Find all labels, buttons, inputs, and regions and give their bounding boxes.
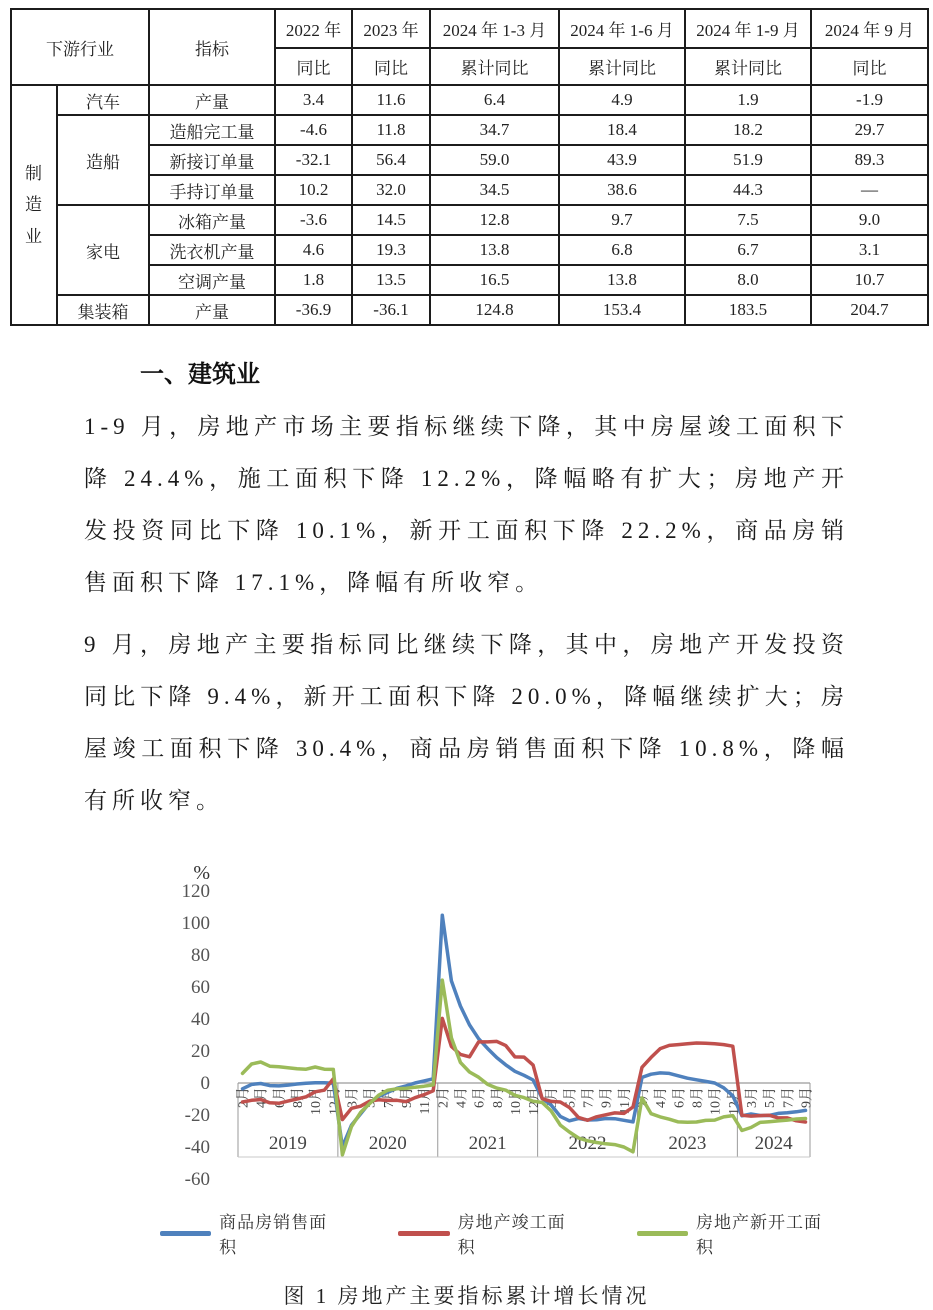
value-cell: 51.9 — [685, 145, 811, 175]
y-tick-label: 60 — [191, 977, 210, 998]
chart-legend — [160, 1208, 830, 1258]
value-cell: 43.9 — [559, 145, 685, 175]
sector-cell: 汽车 — [57, 85, 149, 115]
value-cell: 9.0 — [811, 205, 928, 235]
legend-item-2 — [637, 1208, 830, 1258]
value-cell: 34.7 — [430, 115, 559, 145]
y-tick-label: 80 — [191, 945, 210, 966]
value-cell: 18.2 — [685, 115, 811, 145]
line-chart — [130, 857, 830, 1197]
header-period-sub: 同比 — [352, 48, 430, 85]
value-cell: -32.1 — [275, 145, 352, 175]
value-cell: -36.1 — [352, 295, 430, 325]
x-tick-label: 3月 — [545, 1087, 561, 1108]
table-row — [11, 175, 928, 205]
value-cell: 18.4 — [559, 115, 685, 145]
x-tick-label: 10月 — [708, 1087, 724, 1115]
x-tick-label: 12月 — [327, 1087, 343, 1115]
value-cell: 38.6 — [559, 175, 685, 205]
value-cell: 9.7 — [559, 205, 685, 235]
y-tick-label: 120 — [181, 881, 210, 902]
table-row — [11, 295, 928, 325]
header-period-sub: 累计同比 — [559, 48, 685, 85]
x-tick-label: 8月 — [690, 1087, 706, 1108]
value-cell: 13.8 — [430, 235, 559, 265]
value-cell: -1.9 — [811, 85, 928, 115]
sector-cell: 集装箱 — [57, 295, 149, 325]
x-tick-label: 7月 — [781, 1087, 797, 1108]
value-cell: 19.3 — [352, 235, 430, 265]
header-period-sub: 同比 — [811, 48, 928, 85]
value-cell: 32.0 — [352, 175, 430, 205]
header-period-sub: 累计同比 — [430, 48, 559, 85]
x-tick-label: 6月 — [472, 1087, 488, 1108]
header-industry: 下游行业 — [11, 9, 149, 85]
y-tick-label: 100 — [181, 913, 210, 934]
header-period: 2024 年 1-6 月 — [559, 9, 685, 48]
figure-caption: 图 1 房地产主要指标累计增长情况 — [283, 1284, 650, 1308]
value-cell: 6.4 — [430, 85, 559, 115]
value-cell: 29.7 — [811, 115, 928, 145]
x-tick-label: 3月 — [345, 1087, 361, 1108]
y-tick-label: 20 — [191, 1041, 210, 1062]
x-tick-label: 11月 — [418, 1087, 434, 1115]
value-cell: -36.9 — [275, 295, 352, 325]
value-cell: 124.8 — [430, 295, 559, 325]
value-cell: 183.5 — [685, 295, 811, 325]
header-period: 2022 年 — [275, 9, 352, 48]
header-period-sub: 同比 — [275, 48, 352, 85]
year-label: 2024 — [754, 1133, 793, 1154]
x-tick-label: 7月 — [581, 1087, 597, 1108]
x-tick-label: 10月 — [309, 1087, 325, 1115]
value-cell: 13.8 — [559, 265, 685, 295]
section-heading: 一、建筑业 — [140, 361, 260, 388]
value-cell: 14.5 — [352, 205, 430, 235]
x-tick-label: 12月 — [726, 1087, 742, 1115]
x-tick-label: 8月 — [490, 1087, 506, 1108]
value-cell: 4.6 — [275, 235, 352, 265]
table-row — [11, 115, 928, 145]
header-period: 2024 年 1-3 月 — [430, 9, 559, 48]
y-axis-unit: % — [193, 862, 210, 884]
series-line-2 — [243, 980, 806, 1155]
sector-cell: 造船 — [57, 115, 149, 205]
table-row — [11, 85, 928, 115]
value-cell: — — [811, 175, 928, 205]
indicator-cell: 造船完工量 — [149, 115, 275, 145]
x-tick-label: 2月 — [236, 1087, 252, 1108]
paragraph-2: 9 月，房地产主要指标同比继续下降，其中，房地产开发投资同比下降 9.4%，新开工面积下降 20.0%，降幅继续扩大；房屋竣工面积下降 30.4%，商品房销售面积下降 10.8%，降幅有所收窄。 — [84, 632, 849, 813]
value-cell: 8.0 — [685, 265, 811, 295]
value-cell: 4.9 — [559, 85, 685, 115]
x-tick-label: 6月 — [672, 1087, 688, 1108]
header-period: 2024 年 1-9 月 — [685, 9, 811, 48]
y-tick-label: -60 — [184, 1169, 210, 1190]
table-header-row-1 — [11, 9, 928, 48]
indicator-cell: 新接订单量 — [149, 145, 275, 175]
table-row — [11, 265, 928, 295]
value-cell: 56.4 — [352, 145, 430, 175]
figure-1 — [130, 857, 830, 1258]
value-cell: 11.6 — [352, 85, 430, 115]
legend-swatch-icon — [637, 1231, 688, 1236]
year-label: 2019 — [268, 1133, 307, 1154]
x-tick-label: 9月 — [599, 1087, 615, 1108]
x-tick-label: 2月 — [636, 1087, 652, 1108]
header-indicator: 指标 — [149, 9, 275, 85]
x-tick-label: 2月 — [436, 1087, 452, 1108]
value-cell: 12.8 — [430, 205, 559, 235]
sector-cell: 家电 — [57, 205, 149, 295]
x-tick-label: 4月 — [254, 1087, 270, 1108]
x-tick-label: 5月 — [563, 1087, 579, 1108]
x-tick-label: 6月 — [272, 1087, 288, 1108]
downstream-industry-table — [10, 8, 929, 326]
value-cell: 6.8 — [559, 235, 685, 265]
x-tick-label: 12月 — [527, 1087, 543, 1115]
value-cell: -4.6 — [275, 115, 352, 145]
indicator-cell: 空调产量 — [149, 265, 275, 295]
indicator-cell: 产量 — [149, 85, 275, 115]
header-period: 2023 年 — [352, 9, 430, 48]
x-tick-label: 11月 — [617, 1087, 633, 1115]
indicator-cell: 产量 — [149, 295, 275, 325]
legend-label: 商品房销售面积 — [219, 1213, 328, 1257]
year-label: 2021 — [468, 1133, 507, 1154]
value-cell: 13.5 — [352, 265, 430, 295]
x-tick-label: 5月 — [763, 1087, 779, 1108]
value-cell: 11.8 — [352, 115, 430, 145]
x-tick-label: 3月 — [744, 1087, 760, 1108]
x-tick-label: 9月 — [799, 1087, 815, 1108]
legend-item-1 — [398, 1208, 574, 1258]
value-cell: 3.1 — [811, 235, 928, 265]
paragraph-1: 1-9 月，房地产市场主要指标继续下降，其中房屋竣工面积下降 24.4%，施工面积下降 12.2%，降幅略有扩大；房地产开发投资同比下降 10.1%，新开工面积下降 22.2%，商品房销售面积下降 17.1%，降幅有所收窄。 — [84, 414, 849, 595]
value-cell: 204.7 — [811, 295, 928, 325]
document-page — [0, 8, 933, 1310]
x-tick-label: 4月 — [454, 1087, 470, 1108]
value-cell: 10.2 — [275, 175, 352, 205]
year-label: 2023 — [668, 1133, 707, 1154]
legend-swatch-icon — [160, 1231, 211, 1236]
x-tick-label: 10月 — [508, 1087, 524, 1115]
y-tick-label: 40 — [191, 1009, 210, 1030]
header-period: 2024 年 9 月 — [811, 9, 928, 48]
industry-group-cell: 制 造 业 — [11, 85, 57, 325]
legend-label: 房地产新开工面积 — [696, 1213, 822, 1257]
indicator-cell: 洗衣机产量 — [149, 235, 275, 265]
legend-label: 房地产竣工面积 — [457, 1213, 566, 1257]
value-cell: 59.0 — [430, 145, 559, 175]
indicator-cell: 手持订单量 — [149, 175, 275, 205]
value-cell: 89.3 — [811, 145, 928, 175]
header-period-sub: 累计同比 — [685, 48, 811, 85]
value-cell: 153.4 — [559, 295, 685, 325]
table-row — [11, 205, 928, 235]
legend-item-0 — [160, 1208, 336, 1258]
x-tick-label: 9月 — [399, 1087, 415, 1108]
value-cell: 3.4 — [275, 85, 352, 115]
y-tick-label: -20 — [184, 1105, 210, 1126]
year-label: 2020 — [368, 1133, 407, 1154]
value-cell: 7.5 — [685, 205, 811, 235]
x-tick-label: 4月 — [654, 1087, 670, 1108]
value-cell: 44.3 — [685, 175, 811, 205]
y-tick-label: -40 — [184, 1137, 210, 1158]
x-tick-label: 5月 — [363, 1087, 379, 1108]
value-cell: 10.7 — [811, 265, 928, 295]
value-cell: 16.5 — [430, 265, 559, 295]
indicator-cell: 冰箱产量 — [149, 205, 275, 235]
x-tick-label: 7月 — [381, 1087, 397, 1108]
legend-swatch-icon — [398, 1231, 449, 1236]
table-row — [11, 145, 928, 175]
value-cell: 34.5 — [430, 175, 559, 205]
y-tick-label: 0 — [200, 1073, 210, 1094]
year-label: 2022 — [568, 1133, 607, 1154]
table-row — [11, 235, 928, 265]
value-cell: -3.6 — [275, 205, 352, 235]
value-cell: 1.8 — [275, 265, 352, 295]
x-tick-label: 8月 — [291, 1087, 307, 1108]
value-cell: 1.9 — [685, 85, 811, 115]
value-cell: 6.7 — [685, 235, 811, 265]
